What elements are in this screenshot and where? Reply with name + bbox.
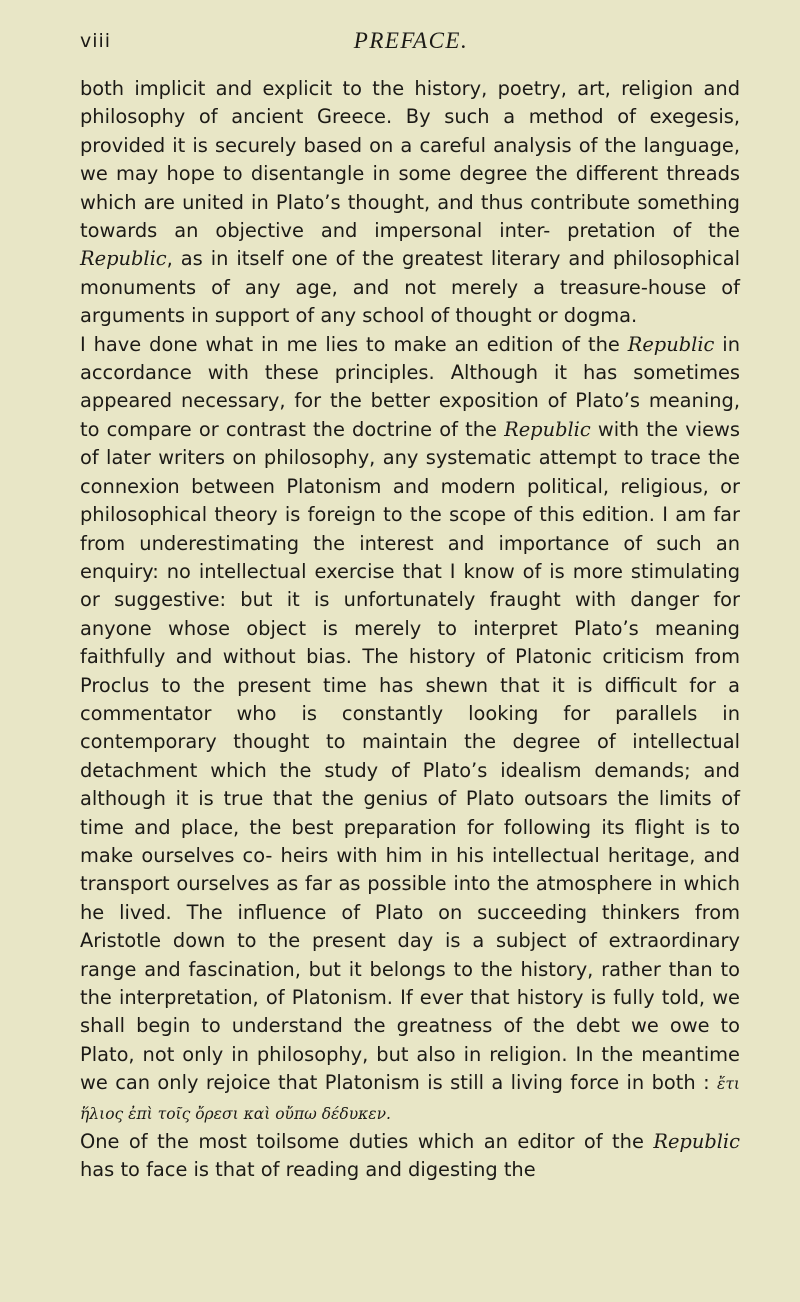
paragraph-3-title-ref: Republic xyxy=(653,1130,740,1154)
running-head xyxy=(80,30,742,60)
paragraph-2 xyxy=(80,331,740,1128)
page-number: viii xyxy=(80,30,112,52)
paragraph-1 xyxy=(80,75,740,331)
body-text xyxy=(80,75,740,1185)
paragraph-2-title-ref-1: Republic xyxy=(627,332,715,356)
paragraph-3-text-a: One of the most toilsome duties which an editor of the xyxy=(80,1130,654,1154)
paragraph-3-text-b: has to face is that of reading and digesting the xyxy=(80,1158,536,1182)
paragraph-2-text-b: in accordance with these principles. Although it has sometimes appeared necessary, for the better exposition of Plato’s meaning, to compare or contrast the doctrine of the xyxy=(80,332,740,441)
paragraph-2-text-c: with the views of later writers on philosophy, any systematic attempt to trace the connexion between Platonism and modern political, religious, or philosophical theory is foreign to the scope of this edition. I am far from underestimating the interest and importance of such an enquiry: no intellectual exercise that I know of is more stimulating or suggestive: but it is unfortunately fraught with danger for anyone whose object is merely to interpret Plato’s meaning faithfully and without bias. The history of Platonic criticism from Proclus to the present time has shewn that it is difficult for a commentator who is constantly looking for parallels in contemporary thought to maintain the degree of intellectual detachment which the study of Plato’s idealism demands; and although it is true that the genius of Plato outsoars the limits of time and place, the best preparation for following its flight is to make ourselves co- heirs with him in his intellectual heritage, and transport ourselves as far as possible into the atmosphere in which he lived. The influence of Plato on succeeding thinkers from Aristotle down to the present day is a subject of extraordinary range and fascination, but it belongs to the history, rather than to the interpretation, of Platonism. If ever that history is fully told, we shall begin to understand the greatness of the debt we owe to Plato, not only in philosophy, but also in religion. In the meantime we can only rejoice that Platonism is still a living force in both : xyxy=(80,417,740,1095)
paragraph-3 xyxy=(80,1128,740,1185)
paragraph-2-title-ref-2: Republic xyxy=(504,417,591,441)
paragraph-2-text-a: I have done what in me lies to make an edition of the xyxy=(80,332,628,356)
paragraph-1-title-ref: Republic xyxy=(80,247,167,271)
paragraph-1-text-a: both implicit and explicit to the history, poetry, art, religion and philosophy of ancient Greece. By such a method of exegesis, provided it is securely based on a careful analysis of the language, we may hope to disentangle in some degree the different threads which are united in Plato’s thought, and thus contribute something towards an objective and impersonal inter- pretation of the xyxy=(80,77,740,243)
paragraph-1-text-b: , as in itself one of the greatest literary and philosophical monuments of any age, and not merely a treasure-house of arguments in support of any school of thought or dogma. xyxy=(80,247,740,328)
greek-quotation: ἔτι ἥλιος ἐπὶ τοῖς ὄρεσι καὶ οὔπω δέδυκεν. xyxy=(80,1075,740,1123)
page-title: PREFACE. xyxy=(353,28,469,53)
